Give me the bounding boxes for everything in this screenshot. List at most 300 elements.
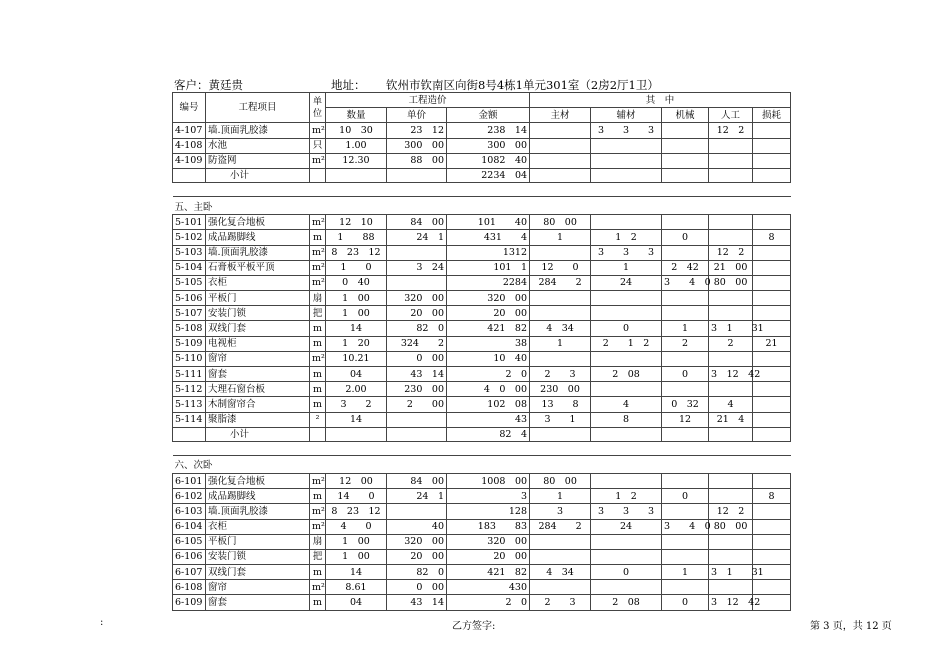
cell-aux <box>591 427 662 441</box>
cell-amount: 20 00 <box>447 306 530 321</box>
cell-main: 3 1 <box>530 412 591 427</box>
spacer-cell <box>753 182 791 196</box>
cell-unit: m <box>310 382 326 397</box>
cell-qty: 12 10 <box>326 215 387 230</box>
spacer-cell <box>326 441 387 455</box>
cell-item: 石膏板平板平顶 <box>206 260 310 275</box>
cell-loss: 21 <box>753 336 791 351</box>
cell-labor <box>709 306 753 321</box>
cell-labor <box>709 534 753 549</box>
col-cost-group-header: 工程造价 <box>326 93 530 108</box>
cell-code: 6-108 <box>173 580 206 595</box>
cell-qty: 1.00 <box>326 138 387 153</box>
cell-price: 0 00 <box>387 580 447 595</box>
cell-main <box>530 534 591 549</box>
cell-item: 墙.顶面乳胶漆 <box>206 123 310 138</box>
cell-code: 5-103 <box>173 245 206 260</box>
cell-code: 5-105 <box>173 275 206 290</box>
cell-loss: 8 <box>753 489 791 504</box>
cell-item: 窗帘 <box>206 351 310 366</box>
cell-loss <box>753 549 791 564</box>
cell-amount: 421 82 <box>447 321 530 336</box>
cell-code: 6-109 <box>173 595 206 610</box>
cell-amount: 20 00 <box>447 549 530 564</box>
spacer-cell <box>173 441 206 455</box>
section-title: 五、主卧 <box>174 201 213 213</box>
cell-aux: 2 08 <box>591 595 662 610</box>
col-labor-header: 人工 <box>709 108 753 123</box>
cell-qty: 10.21 <box>326 351 387 366</box>
cell-qty: 14 0 <box>326 489 387 504</box>
cell-loss <box>753 351 791 366</box>
cell-mach <box>662 123 709 138</box>
cell-item: 墙.顶面乳胶漆 <box>206 245 310 260</box>
cell-unit: m² <box>310 153 326 168</box>
cell-item: 窗套 <box>206 367 310 382</box>
cell-code: 5-111 <box>173 367 206 382</box>
cell-amount: 128 <box>447 504 530 519</box>
cell-amount: 320 00 <box>447 534 530 549</box>
address-text: 钦州市钦南区向街8号4栋1单元301室（2房2厅1卫） <box>386 78 659 92</box>
cell-price: 2 00 <box>387 397 447 412</box>
cell-amount: 300 00 <box>447 138 530 153</box>
spacer-cell <box>206 182 310 196</box>
cell-qty: 14 <box>326 412 387 427</box>
cell-mach <box>662 245 709 260</box>
cell-main <box>530 123 591 138</box>
table-row <box>173 291 791 306</box>
cell-labor: 21 4 <box>709 412 753 427</box>
cell-qty: 8 23 12 <box>326 245 387 260</box>
cell-aux: 24 <box>591 519 662 534</box>
cell-aux <box>591 215 662 230</box>
spacer-cell <box>591 182 662 196</box>
cell-loss: 8 <box>753 230 791 245</box>
cell-code: 5-109 <box>173 336 206 351</box>
table-row <box>173 595 791 610</box>
cell-code: 6-102 <box>173 489 206 504</box>
cell-item: 窗套 <box>206 595 310 610</box>
cell-mach <box>662 351 709 366</box>
spacer-row <box>173 182 791 196</box>
cell-qty: 1 20 <box>326 336 387 351</box>
cell-item: 衣柜 <box>206 519 310 534</box>
cell-labor <box>709 153 753 168</box>
cell-code: 5-107 <box>173 306 206 321</box>
cell-labor <box>709 351 753 366</box>
cell-loss <box>753 168 791 182</box>
cell-price: 24 1 <box>387 489 447 504</box>
cell-amount: 2 0 <box>447 367 530 382</box>
cell-unit: 扇 <box>310 291 326 306</box>
cell-code: 5-112 <box>173 382 206 397</box>
table-row <box>173 367 791 382</box>
cell-labor: 12 2 <box>709 504 753 519</box>
cell-aux <box>591 534 662 549</box>
cell-qty: 04 <box>326 595 387 610</box>
col-loss-header: 损耗 <box>753 108 791 123</box>
col-qty-header: 数量 <box>326 108 387 123</box>
cell-main: 1 <box>530 336 591 351</box>
cell-qty: 1 00 <box>326 291 387 306</box>
cell-amount: 431 4 <box>447 230 530 245</box>
cell-labor: 3 1 31 <box>709 321 753 336</box>
cell-qty: 10 30 <box>326 123 387 138</box>
table-row <box>173 489 791 504</box>
cell-labor: 3 12 42 <box>709 595 753 610</box>
cell-code: 4-108 <box>173 138 206 153</box>
cell-aux: 1 <box>591 260 662 275</box>
cell-loss <box>753 245 791 260</box>
cell-unit: 只 <box>310 138 326 153</box>
spacer-cell <box>447 182 530 196</box>
col-amount-header: 金额 <box>447 108 530 123</box>
cell-mach: 1 <box>662 565 709 580</box>
cell-unit: m <box>310 489 326 504</box>
cell-item: 电视柜 <box>206 336 310 351</box>
cell-amount: 101 40 <box>447 215 530 230</box>
table-row <box>173 580 791 595</box>
cell-mach <box>662 473 709 488</box>
table-body <box>173 123 791 610</box>
cell-unit: m² <box>310 260 326 275</box>
cell-qty: 1 88 <box>326 230 387 245</box>
cell-unit: m <box>310 321 326 336</box>
cell-amount: 10 40 <box>447 351 530 366</box>
cell-aux <box>591 306 662 321</box>
cell-loss <box>753 275 791 290</box>
cell-price: 320 00 <box>387 291 447 306</box>
cell-loss <box>753 306 791 321</box>
table-row <box>173 215 791 230</box>
cell-loss <box>753 534 791 549</box>
spacer-cell <box>387 182 447 196</box>
cell-unit: m <box>310 397 326 412</box>
spacer-cell <box>387 441 447 455</box>
cell-mach <box>662 153 709 168</box>
cell-price: 40 <box>387 519 447 534</box>
table-row <box>173 336 791 351</box>
cell-item: 木制窗帘合 <box>206 397 310 412</box>
cell-unit: m² <box>310 504 326 519</box>
cell-code: 5-102 <box>173 230 206 245</box>
cell-amount: 238 14 <box>447 123 530 138</box>
table-row <box>173 382 791 397</box>
cell-aux: 0 <box>591 321 662 336</box>
spacer-cell <box>662 182 709 196</box>
cell-amount: 183 83 <box>447 519 530 534</box>
cell-item: 平板门 <box>206 534 310 549</box>
cell-loss <box>753 580 791 595</box>
cell-unit: m² <box>310 473 326 488</box>
cell-qty: 4 0 <box>326 519 387 534</box>
cell-mach: 0 <box>662 489 709 504</box>
spacer-cell <box>753 441 791 455</box>
spacer-cell <box>310 182 326 196</box>
col-mach-header: 机械 <box>662 108 709 123</box>
cell-item: 小计 <box>206 427 310 441</box>
cell-labor <box>709 291 753 306</box>
cell-qty: 1 0 <box>326 260 387 275</box>
cell-amount: 4 0 00 <box>447 382 530 397</box>
subtotal-row <box>173 168 791 182</box>
signature-label: 乙方签字: <box>452 621 496 632</box>
cell-qty <box>326 427 387 441</box>
section-title: 六、次卧 <box>174 460 213 472</box>
cell-main <box>530 291 591 306</box>
spacer-cell <box>591 441 662 455</box>
cell-unit: m² <box>310 123 326 138</box>
cell-price <box>387 275 447 290</box>
cell-amount: 1008 00 <box>447 473 530 488</box>
cell-labor <box>709 549 753 564</box>
cell-unit: 把 <box>310 306 326 321</box>
cell-aux: 3 3 3 <box>591 123 662 138</box>
cell-aux <box>591 138 662 153</box>
cell-qty: 8 23 12 <box>326 504 387 519</box>
cell-price: 24 1 <box>387 230 447 245</box>
cell-unit: m² <box>310 215 326 230</box>
cell-mach <box>662 504 709 519</box>
subtotal-row <box>173 427 791 441</box>
cell-code: 4-109 <box>173 153 206 168</box>
spacer-cell <box>326 182 387 196</box>
cell-code: 6-103 <box>173 504 206 519</box>
cell-item: 成品踢脚线 <box>206 230 310 245</box>
cell-mach: 3 4 0 <box>662 275 709 290</box>
cell-mach: 12 <box>662 412 709 427</box>
cell-qty: 2.00 <box>326 382 387 397</box>
cell-mach: 0 <box>662 367 709 382</box>
cell-amount: 2 0 <box>447 595 530 610</box>
spacer-cell <box>662 441 709 455</box>
cell-price: 20 00 <box>387 549 447 564</box>
client-name: 客户：黄廷贵 <box>174 78 243 92</box>
cell-main <box>530 351 591 366</box>
cell-labor: 80 00 <box>709 275 753 290</box>
cell-item: 强化复合地板 <box>206 473 310 488</box>
cell-mach <box>662 534 709 549</box>
cell-aux <box>591 382 662 397</box>
spacer-cell <box>310 441 326 455</box>
cell-labor <box>709 427 753 441</box>
cell-main <box>530 138 591 153</box>
cell-mach: 0 <box>662 595 709 610</box>
cell-aux <box>591 549 662 564</box>
cell-qty: 14 <box>326 321 387 336</box>
col-aux-header: 辅材 <box>591 108 662 123</box>
cell-main <box>530 168 591 182</box>
cell-mach <box>662 215 709 230</box>
cell-price: 84 00 <box>387 473 447 488</box>
cell-price: 84 00 <box>387 215 447 230</box>
cell-labor <box>709 489 753 504</box>
cell-price: 88 00 <box>387 153 447 168</box>
cell-aux <box>591 168 662 182</box>
cell-price <box>387 504 447 519</box>
cell-code: 6-104 <box>173 519 206 534</box>
table-row <box>173 321 791 336</box>
cell-code: 6-105 <box>173 534 206 549</box>
cell-amount: 2284 <box>447 275 530 290</box>
table-row <box>173 138 791 153</box>
cell-main <box>530 427 591 441</box>
cell-amount: 101 1 <box>447 260 530 275</box>
cell-aux: 1 2 <box>591 489 662 504</box>
cell-qty: 04 <box>326 367 387 382</box>
cell-unit <box>310 427 326 441</box>
spacer-cell <box>709 182 753 196</box>
cell-item: 安装门锁 <box>206 306 310 321</box>
cell-main <box>530 580 591 595</box>
cell-main: 2 3 <box>530 367 591 382</box>
cell-qty: 0 40 <box>326 275 387 290</box>
cell-aux <box>591 351 662 366</box>
cell-code: 5-108 <box>173 321 206 336</box>
cell-unit: m² <box>310 275 326 290</box>
cell-labor <box>709 168 753 182</box>
cell-item: 双线门套 <box>206 321 310 336</box>
cell-code: 5-104 <box>173 260 206 275</box>
cell-qty: 8.61 <box>326 580 387 595</box>
table-row <box>173 245 791 260</box>
cell-main: 80 00 <box>530 473 591 488</box>
cell-aux: 3 3 3 <box>591 504 662 519</box>
cell-amount: 82 4 <box>447 427 530 441</box>
cell-price: 82 0 <box>387 321 447 336</box>
cell-price <box>387 427 447 441</box>
cell-price: 0 00 <box>387 351 447 366</box>
cell-labor <box>709 473 753 488</box>
spacer-cell <box>530 182 591 196</box>
cell-mach <box>662 580 709 595</box>
cell-mach <box>662 549 709 564</box>
cell-aux: 4 <box>591 397 662 412</box>
cell-item: 安装门锁 <box>206 549 310 564</box>
cell-price: 230 00 <box>387 382 447 397</box>
cell-item: 小计 <box>206 168 310 182</box>
cell-qty: 12.30 <box>326 153 387 168</box>
cell-unit: ² <box>310 412 326 427</box>
cell-labor <box>709 382 753 397</box>
cell-main: 1 <box>530 489 591 504</box>
cell-loss <box>753 504 791 519</box>
spacer-cell <box>206 441 310 455</box>
cell-mach: 2 <box>662 336 709 351</box>
cell-aux <box>591 153 662 168</box>
cell-aux: 1 2 <box>591 230 662 245</box>
cell-aux: 2 08 <box>591 367 662 382</box>
cell-unit: m <box>310 230 326 245</box>
cell-loss <box>753 397 791 412</box>
cell-main: 80 00 <box>530 215 591 230</box>
cell-unit: 把 <box>310 549 326 564</box>
col-among-group-header: 其 中 <box>530 93 791 108</box>
cell-main <box>530 153 591 168</box>
cell-price: 3 24 <box>387 260 447 275</box>
cell-mach: 0 <box>662 230 709 245</box>
cell-item: 强化复合地板 <box>206 215 310 230</box>
cell-item: 成品踢脚线 <box>206 489 310 504</box>
cell-price: 20 00 <box>387 306 447 321</box>
cell-qty: 3 2 <box>326 397 387 412</box>
cell-mach <box>662 291 709 306</box>
cell-unit: m <box>310 595 326 610</box>
cell-amount: 43 <box>447 412 530 427</box>
table-row <box>173 412 791 427</box>
cell-qty: 1 00 <box>326 534 387 549</box>
cell-main: 4 34 <box>530 565 591 580</box>
cell-item: 水池 <box>206 138 310 153</box>
spacer-cell <box>447 441 530 455</box>
cell-item: 平板门 <box>206 291 310 306</box>
cell-amount: 1082 40 <box>447 153 530 168</box>
section-row <box>173 196 791 214</box>
col-code-header: 编号 <box>173 93 206 123</box>
cell-item: 大理石窗台板 <box>206 382 310 397</box>
cell-loss <box>753 138 791 153</box>
col-unit-header: 单位 <box>310 93 326 123</box>
cell-labor <box>709 215 753 230</box>
table-row <box>173 534 791 549</box>
cell-unit: m² <box>310 580 326 595</box>
section-row <box>173 455 791 473</box>
cell-loss <box>753 260 791 275</box>
cell-item: 墙.顶面乳胶漆 <box>206 504 310 519</box>
cell-mach <box>662 427 709 441</box>
cell-code: 5-110 <box>173 351 206 366</box>
cell-loss <box>753 215 791 230</box>
cell-price <box>387 168 447 182</box>
cell-mach <box>662 138 709 153</box>
col-price-header: 单价 <box>387 108 447 123</box>
cell-item: 聚脂漆 <box>206 412 310 427</box>
cell-code: 6-107 <box>173 565 206 580</box>
cell-loss <box>753 382 791 397</box>
cell-code: 4-107 <box>173 123 206 138</box>
cell-aux: 8 <box>591 412 662 427</box>
cell-price: 324 2 <box>387 336 447 351</box>
table-row <box>173 306 791 321</box>
cell-mach: 1 <box>662 321 709 336</box>
table-row <box>173 275 791 290</box>
table-row <box>173 230 791 245</box>
cell-labor: 12 2 <box>709 245 753 260</box>
footer-left: : <box>100 617 104 628</box>
cell-main <box>530 306 591 321</box>
cell-amount: 421 82 <box>447 565 530 580</box>
cell-aux: 2 1 2 <box>591 336 662 351</box>
cell-code: 5-106 <box>173 291 206 306</box>
cell-amount: 1312 <box>447 245 530 260</box>
cell-code: 5-114 <box>173 412 206 427</box>
quotation-table <box>172 92 791 611</box>
cell-code: 5-113 <box>173 397 206 412</box>
cell-amount: 320 00 <box>447 291 530 306</box>
table-row <box>173 397 791 412</box>
cell-mach <box>662 168 709 182</box>
cell-loss <box>753 473 791 488</box>
cell-unit: 扇 <box>310 534 326 549</box>
page-number: 第 3 页，共 12 页 <box>810 621 892 632</box>
spacer-row <box>173 441 791 455</box>
cell-unit: m² <box>310 245 326 260</box>
cell-aux <box>591 473 662 488</box>
cell-unit <box>310 168 326 182</box>
cell-labor <box>709 138 753 153</box>
cell-mach: 0 32 <box>662 397 709 412</box>
cell-qty <box>326 168 387 182</box>
